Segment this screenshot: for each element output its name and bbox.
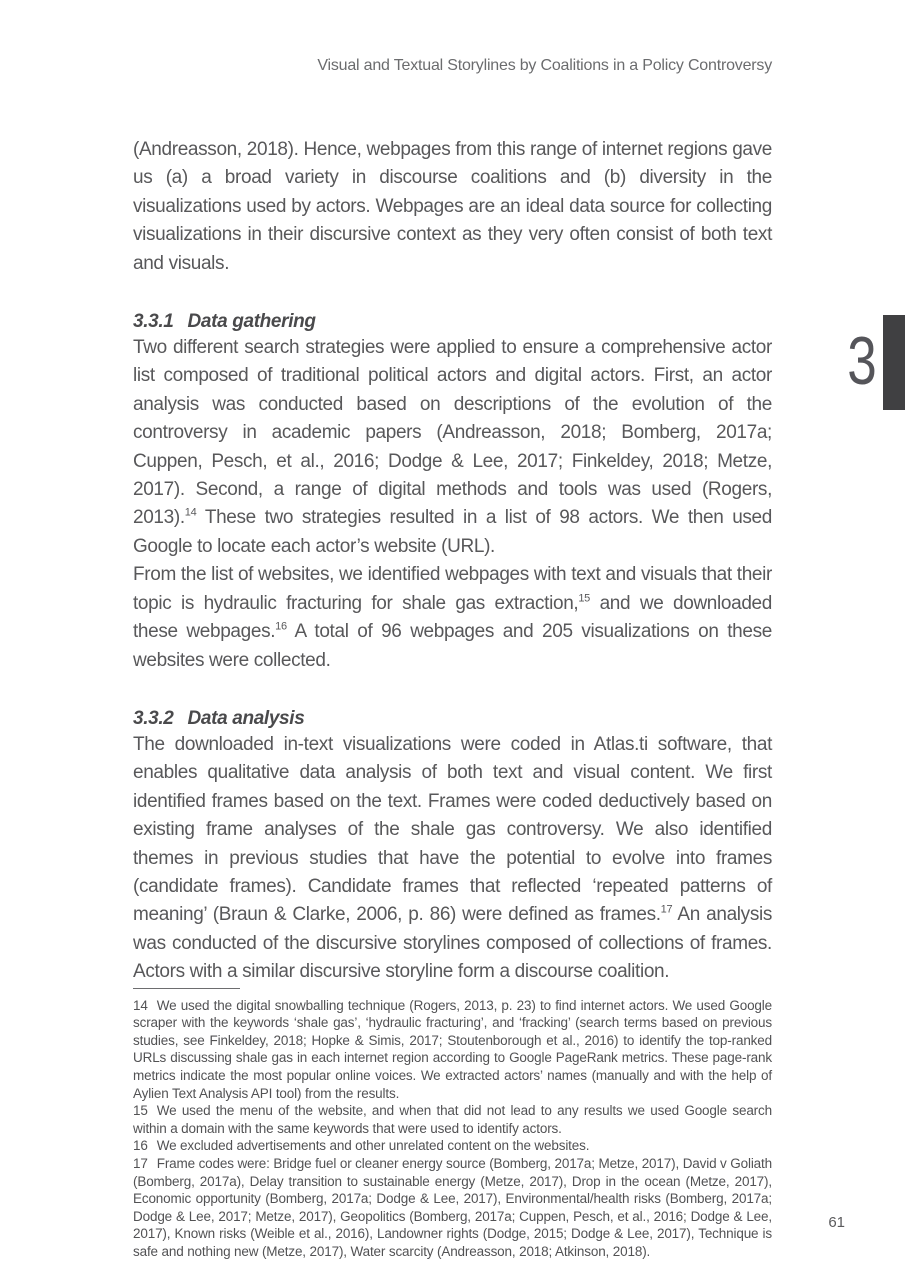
paragraph-text: The downloaded in-text visualizations were coded in Atlas.ti software, that enables qualitative data analysis of both text and visual content. We first identified frames based on the text. Frames were coded deductively based on existing frame analyses of the shale gas controversy. We also identified themes in previous studies that have the potential to evolve into frames (candidate frames). Candidate frames that reflected ‘repeated patterns of meaning’ (Braun & Clarke, 2006, p. 86) were defined as frames. — [133, 733, 772, 926]
footnote-ref-15: 15 — [578, 592, 590, 605]
footnote-separator-rule — [133, 988, 240, 989]
footnote-number: 16 — [133, 1138, 148, 1154]
footnote-17 — [133, 1155, 772, 1261]
paragraph-text: An analysis was conducted of the discursive storylines composed of collections of frames. Actors with a similar discursive storyline form a discourse coalition. — [133, 904, 772, 983]
footnote-number: 15 — [133, 1103, 148, 1119]
chapter-tab-marker — [883, 315, 905, 410]
section-number: 3.3.2 — [133, 707, 174, 729]
footnote-ref-17: 17 — [660, 904, 673, 917]
footnotes-block — [133, 997, 772, 1261]
paragraph-text: These two strategies resulted in a list of 98 actors. We then used Google to locate each actor’s website (URL). — [133, 507, 772, 557]
section-title: Data analysis — [187, 707, 305, 729]
footnote-text: Frame codes were: Bridge fuel or cleaner energy source (Bomberg, 2017a; Metze, 2017), David v Goliath (Bomberg, 2017a), Delay transition to sustainable energy (Metze, 2017), Drop in the ocean (Metze, 2017), Economic opportunity (Bomberg, 2017a; Dodge & Lee, 2017), Environmental/health risks (Bomberg, 2017a; Dodge & Lee, 2017; Metze, 2017), Geopolitics (Bomberg, 2017a; Cuppen, Pesch, et al., 2016; Dodge & Lee, 2017), Known risks (Weible et al., 2016), Landowner rights (Dodge, 2015; Dodge & Lee, 2017), Technique is safe and nothing new (Metze, 2017), Water scarcity (Andreasson, 2018; Atkinson, 2018). — [133, 1155, 772, 1259]
main-text-column — [133, 136, 772, 1260]
intro-paragraph: (Andreasson, 2018). Hence, webpages from this range of internet regions gave us (a) a broad variety in discourse coalitions and (b) diversity in the visualizations used by actors. Webpages are an ideal data source for collecting visualizations in their discursive context as they very often consist of both text and visuals. — [133, 139, 772, 274]
footnote-number: 17 — [133, 1155, 148, 1171]
footnote-number: 14 — [133, 997, 148, 1013]
footnote-ref-14: 14 — [184, 507, 197, 520]
footnote-15 — [133, 1102, 772, 1137]
section-heading-332 — [133, 706, 772, 731]
section-title: Data gathering — [187, 311, 316, 333]
running-head: Visual and Textual Storylines by Coalitions in a Policy Controversy — [317, 57, 772, 74]
chapter-number: 3 — [847, 323, 877, 399]
footnote-text: We used the digital snowballing technique (Rogers, 2013, p. 23) to find internet actors. We used Google scraper with the keywords ‘shale gas’, ‘hydraulic fracturing’, and ‘fracking’ (search terms based on previous studies, see Finkeldey, 2018; Hopke & Simis, 2017; Stoutenborough et al., 2016) to identify the top-ranked URLs discussing shale gas in each internet region according to Google PageRank metrics. These page-rank metrics indicate the most popular online voices. We extracted actors’ names (manually and with the help of Aylien Text Analysis API tool) from the results. — [133, 997, 772, 1101]
footnote-16 — [133, 1137, 772, 1155]
section-331-paragraph-2 — [133, 561, 772, 675]
footnote-14 — [133, 997, 772, 1103]
paragraph-text: and we downloaded these webpages. — [133, 592, 772, 643]
section-331-paragraph-1 — [133, 334, 772, 561]
footnote-text: We excluded advertisements and other unrelated content on the websites. — [156, 1138, 590, 1154]
footnote-ref-16: 16 — [275, 620, 287, 633]
paragraph-text: Two different search strategies were applied to ensure a comprehensive actor list composed of traditional political actors and digital actors. First, an actor analysis was conducted based on descriptions of the evolution of the controversy in academic papers (Andreasson, 2018; Bomberg, 2017a; Cuppen, Pesch, et al., 2016; Dodge & Lee, 2017; Finkeldey, 2018; Metze, 2017). Second, a range of digital methods and tools was used (Rogers, 2013). — [133, 337, 772, 529]
section-heading-331 — [133, 309, 772, 334]
footnote-text: We used the menu of the website, and when that did not lead to any results we used Google search within a domain with the same keywords that were used to identify actors. — [133, 1103, 772, 1136]
page-number: 61 — [828, 1214, 845, 1231]
paragraph-text: From the list of websites, we identified webpages with text and visuals that their topic is hydraulic fracturing for shale gas extraction, — [133, 564, 772, 614]
section-332-paragraph-1 — [133, 731, 772, 987]
paragraph-text: A total of 96 webpages and 205 visualizations on these websites were collected. — [133, 621, 772, 671]
section-number: 3.3.1 — [133, 311, 174, 333]
